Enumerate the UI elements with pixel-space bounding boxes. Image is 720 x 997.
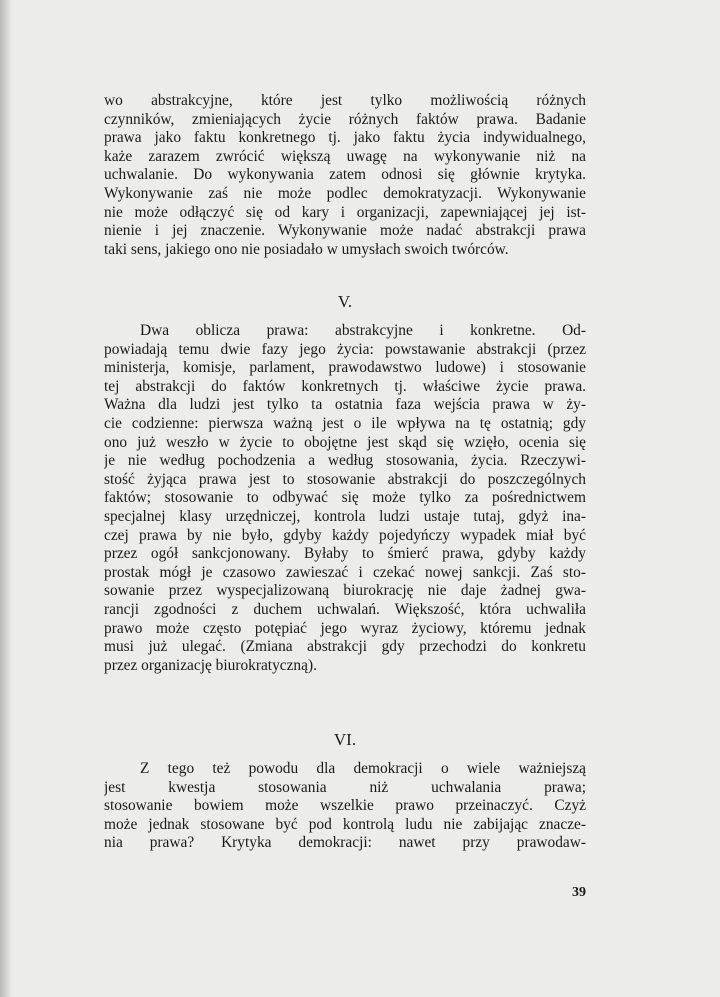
text-line: uchwalanie. Do wykonywania zatem odnosi się głównie krytyka.: [104, 166, 586, 184]
page-binding-shadow: [0, 0, 12, 997]
text-line: stość żyjąca prawa jest to stosowanie abstrakcji do poszczególnych: [104, 470, 586, 488]
text-line: cie codzienne: pierwsza ważną jest o ile wpływa na tę ostatnią; gdy: [104, 414, 586, 432]
text-line: faktów; stosowanie to odbywać się może tylko za pośrednictwem: [104, 489, 586, 507]
text-line: nie może odłączyć się od kary i organizacji, zapewniającej jej ist-: [104, 203, 586, 221]
text-line: Dwa oblicza prawa: abstrakcyjne i konkretne. Od-: [140, 322, 586, 339]
page-number: 39: [572, 885, 586, 900]
text-line: ministerja, komisje, parlament, prawodawstwo ludowe) i stosowanie: [104, 359, 586, 377]
section-heading-v: V.: [337, 292, 353, 311]
text-line: czej prawa by nie było, gdyby każdy pojedyńczy wypadek miał być: [104, 526, 586, 544]
text-line: prawo może często potępiać jego wyraz życiowy, któremu jednak: [104, 619, 586, 637]
paragraph-continued: [104, 92, 586, 259]
paragraph-section-vi: [104, 760, 586, 853]
text-line: może jednak stosowane być pod kontrolą ludu nie zabijając znacze-: [104, 815, 586, 833]
text-line: taki sens, jakiego ono nie posiadało w umysłach swoich twórców.: [104, 240, 509, 258]
text-line: prawa jako faktu konkretnego tj. jako faktu życia indywidualnego,: [104, 129, 586, 147]
text-line: nienie i jej znaczenie. Wykonywanie może nadać abstrakcji prawa: [104, 222, 586, 240]
text-line: je nie według pochodzenia a według stosowania, życia. Rzeczywi-: [104, 452, 586, 470]
text-line: przez organizację biurokratyczną).: [104, 656, 317, 674]
text-line: wo abstrakcyjne, które jest tylko możliwością różnych: [104, 92, 586, 109]
text-line: czynników, zmieniających życie różnych faktów prawa. Badanie: [104, 110, 586, 128]
text-line: nia prawa? Krytyka demokracji: nawet przy prawodaw-: [104, 834, 586, 852]
text-line: rancji zgodności z duchem uchwalań. Większość, która uchwaliła: [104, 600, 586, 618]
text-line: każe zarazem zwrócić większą uwagę na wykonywanie niż na: [104, 147, 586, 165]
text-line: stosowanie bowiem może wszelkie prawo przeinaczyć. Czyż: [104, 797, 586, 815]
text-line: Ważna dla ludzi jest tylko ta ostatnia faza wejścia prawa w ży-: [104, 396, 586, 414]
text-line: Z tego też powodu dla demokracji o wiele ważniejszą: [140, 760, 586, 777]
text-line: specjalnej klasy urzędniczej, kontrola ludzi ustaje tutaj, gdyż ina-: [104, 507, 586, 525]
section-heading-vi: VI.: [333, 730, 357, 749]
text-line: sowanie przez wyspecjalizowaną biurokrację nie daje żadnej gwa-: [104, 582, 586, 600]
text-line: prostak mógł je czasowo zawieszać i czekać nowej sankcji. Zaś sto-: [104, 563, 586, 581]
text-line: ono już weszło w życie to obojętne jest skąd się wzięło, ocenia się: [104, 433, 586, 451]
text-line: musi już ulegać. (Zmiana abstrakcji gdy przechodzi do konkretu: [104, 638, 586, 656]
text-line: jest kwestja stosowania niż uchwalania prawa;: [104, 778, 586, 796]
paragraph-section-v: [104, 322, 586, 675]
text-line: przez ogół sankcjonowany. Byłaby to śmierć prawa, gdyby każdy: [104, 545, 586, 563]
text-line: tej abstrakcji do faktów konkretnych tj. właściwe życie prawa.: [104, 377, 586, 395]
text-line: Wykonywanie zaś nie może podlec demokratyzacji. Wykonywanie: [104, 184, 586, 202]
text-line: powiadają temu dwie fazy jego życia: powstawanie abstrakcji (przez: [104, 340, 586, 358]
